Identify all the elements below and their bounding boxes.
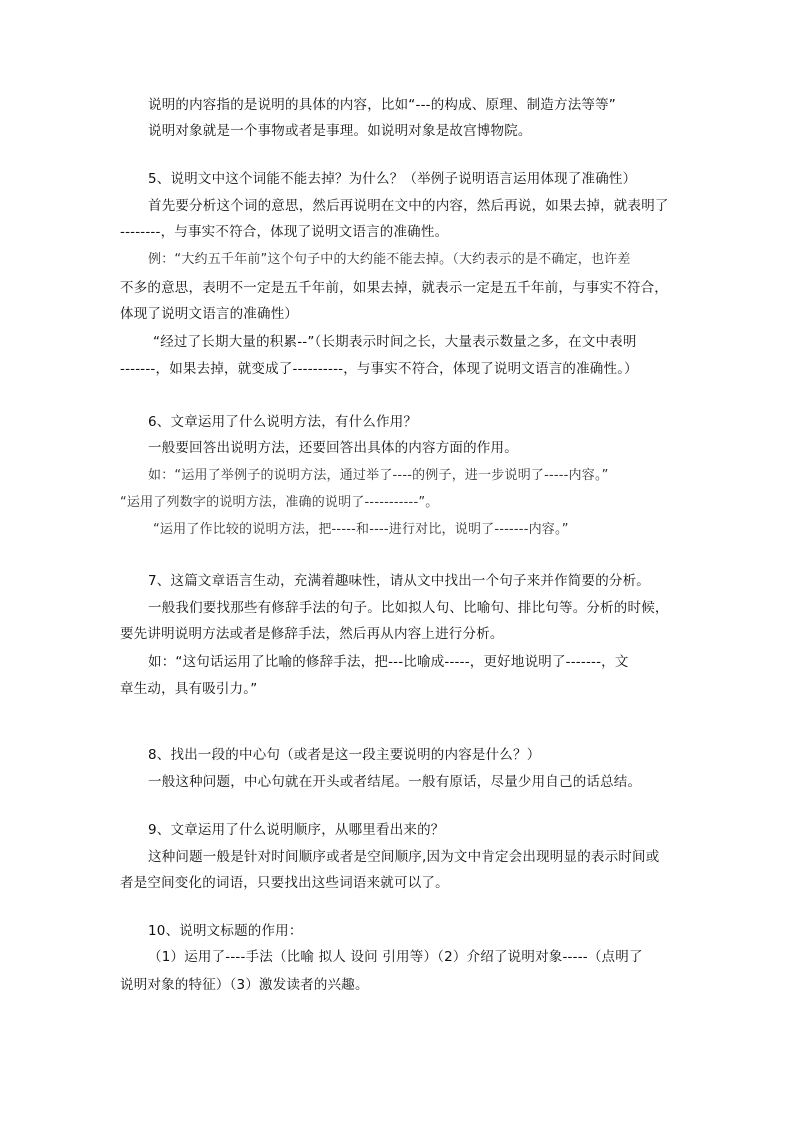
- text-line: -------，如果去掉，就变成了----------，与事实不符合，体现了说明文语言的准确性。）: [120, 361, 638, 377]
- text-line: 者是空间变化的词语，只要找出这些词语来就可以了。: [120, 875, 449, 891]
- text-line: 一般要回答出说明方法，还要回答出具体的内容方面的作用。: [148, 440, 518, 456]
- text-line: 说明对象的特征）（3）激发读者的兴趣。: [120, 977, 369, 993]
- text-line: 体现了说明文语言的准确性）: [120, 306, 299, 322]
- example-line: “运用了列数字的说明方法，准确的说明了-----------”。: [120, 495, 439, 510]
- text-line: 一般我们要找那些有修辞手法的句子。比如拟人句、比喻句、排比句等。分析的时候，: [148, 600, 669, 616]
- text-line: 章生动，具有吸引力。”: [120, 681, 258, 697]
- question-heading: 10、说明文标题的作用：: [148, 923, 303, 939]
- question-heading: 7、这篇文章语言生动，充满着趣味性，请从文中找出一个句子来并作简要的分析。: [148, 573, 650, 589]
- text-line: “经过了长期大量的积累--”（长期表示时间之长，大量表示数量之多，在文中表明: [153, 334, 637, 350]
- text-line: 不多的意思，表明不一定是五千年前，如果去掉，就表示一定是五千年前，与事实不符合，: [120, 280, 668, 296]
- question-heading: 6、文章运用了什么说明方法，有什么作用？: [148, 414, 418, 430]
- text-line: 如：“这句话运用了比喻的修辞手法，把---比喻成-----，更好地说明了-------，文: [148, 654, 629, 670]
- question-heading: 9、文章运用了什么说明顺序，从哪里看出来的？: [148, 822, 445, 838]
- text-line: （1）运用了----手法（比喻 拟人 设问 引用等）（2）介绍了说明对象-----（点明了: [148, 949, 643, 965]
- example-line: 如：“运用了举例子的说明方法，通过举了----的例子，进一步说明了-----内容。”: [148, 468, 609, 483]
- text-line: 说明对象就是一个事物或者是事理。如说明对象是故宫博物院。: [148, 123, 532, 139]
- example-line: “运用了作比较的说明方法，把-----和----进行对比，说明了-------内容。”: [153, 522, 569, 537]
- text-line: 要先讲明说明方法或者是修辞手法，然后再从内容上进行分析。: [120, 626, 504, 642]
- question-heading: 5、说明文中这个词能不能去掉？为什么？（举例子说明语言运用体现了准确性）: [148, 171, 637, 187]
- text-line: 说明的内容指的是说明的具体的内容，比如“---的构成、原理、制造方法等等”: [148, 97, 617, 113]
- example-line: 例：“大约五千年前”这个句子中的大约能不能去掉。（大约表示的是不确定，也许差: [148, 252, 631, 267]
- text-line: 首先要分析这个词的意思，然后再说明在文中的内容，然后再说，如果去掉，就表明了: [148, 198, 669, 214]
- text-line: --------，与事实不符合，体现了说明文语言的准确性。: [120, 224, 449, 240]
- question-heading: 8、找出一段的中心句（或者是这一段主要说明的内容是什么？）: [148, 747, 541, 763]
- text-line: 一般这种问题，中心句就在开头或者结尾。一般有原话，尽量少用自己的话总结。: [148, 774, 642, 790]
- text-line: 这种问题一般是针对时间顺序或者是空间顺序,因为文中肯定会出现明显的表示时间或: [148, 849, 660, 865]
